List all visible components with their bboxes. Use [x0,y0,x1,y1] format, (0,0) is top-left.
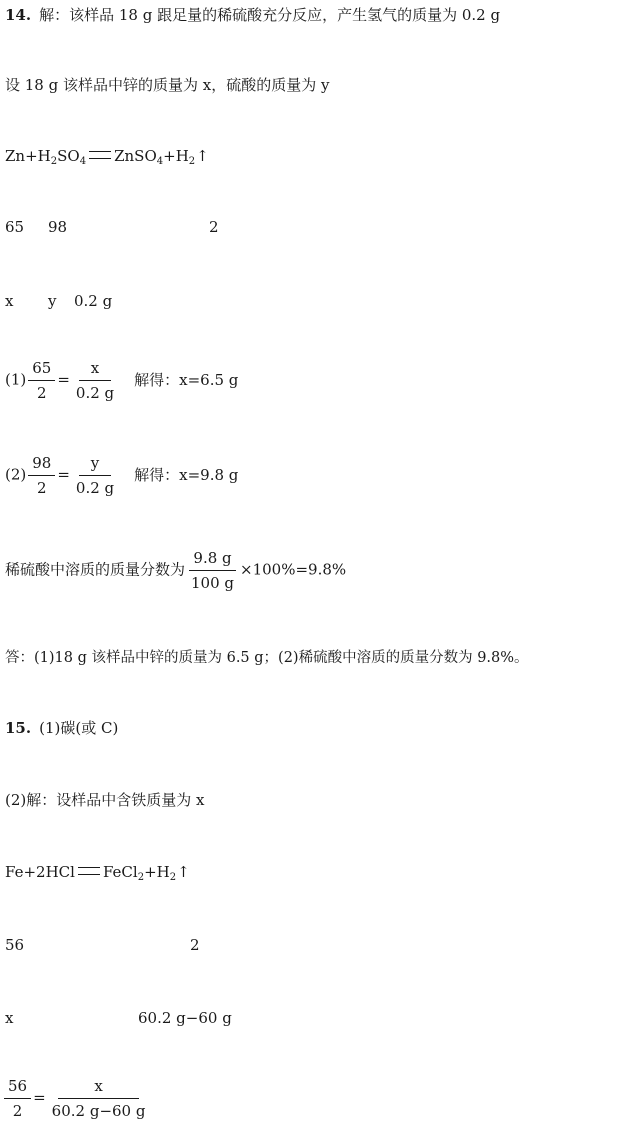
q15-part2: (2)解：设样品中含铁质量为 x [5,791,205,809]
denominator: 2 [12,1102,23,1120]
reactant: H [37,147,51,165]
numerator: x [79,358,111,381]
proportion-label: (2) [5,465,27,484]
plus-sign: + [163,147,176,165]
equals-sign: = [33,1088,46,1107]
fraction [72,453,118,498]
equals-sign-icon [78,867,100,875]
subscript: 2 [137,872,145,883]
fraction [72,358,118,403]
reactant: Zn [5,147,26,165]
mass-value: 56 [5,936,25,954]
product: FeCl [102,863,138,881]
numerator: 56 [4,1076,31,1099]
mass-fraction-suffix: ×100%=9.8% [240,560,347,579]
plus-sign: + [25,147,38,165]
equals-sign-icon [89,151,111,159]
denominator: 0.2 g [75,479,115,497]
q15-part1: (1)碳(或 C) [39,719,119,737]
denominator: 2 [37,384,47,402]
q14-intro-line [5,5,500,25]
unknown-value: y [48,292,57,310]
mass-value: 2 [209,218,219,236]
reactant-part: SO [57,147,80,165]
fraction [187,548,238,593]
numerator: y [79,453,111,476]
denominator: 0.2 g [75,384,115,402]
denominator: 100 g [191,574,235,592]
proportion-1 [5,358,238,403]
plus-sign: + [144,863,157,881]
subscript: 4 [79,156,87,167]
product: H [175,147,189,165]
q14-intro: 解：该样品 18 g 跟足量的稀硫酸充分反应，产生氢气的质量为 0.2 g [39,6,501,24]
unknown-value: 0.2 g [74,292,113,310]
numerator: 9.8 g [189,548,235,571]
subscript: 2 [188,156,196,167]
unknown-value: 60.2 g−60 g [138,1009,232,1027]
denominator: 60.2 g−60 g [51,1102,146,1120]
q14-answer: 答：(1)18 g 该样品中锌的质量为 6.5 g；(2)稀硫酸中溶质的质量分数为 9.8%。 [5,650,529,666]
mass-fraction-prefix: 稀硫酸中溶质的质量分数为 [5,560,186,579]
q15-part1-line [5,718,118,738]
q15-equation [5,862,190,888]
reactant: Fe [5,863,24,881]
unknown-value: x [5,1009,14,1027]
q15-proportion [2,1076,151,1121]
subscript: 4 [156,156,164,167]
equals-sign: = [57,465,70,484]
gas-arrow-icon: ↑ [177,863,190,881]
fraction [4,1076,31,1121]
mass-value: 98 [48,218,68,236]
product: ZnSO [114,147,157,165]
mass-value: 2 [190,936,200,954]
product: H [156,863,170,881]
numerator: x [58,1076,138,1099]
equals-sign: = [57,370,70,389]
q14-assume: 设 18 g 该样品中锌的质量为 x，硫酸的质量为 y [5,76,330,94]
numerator: 65 [28,358,55,381]
denominator: 2 [37,479,47,497]
fraction [48,1076,150,1121]
plus-sign: + [23,863,37,881]
mass-value: 65 [5,218,25,236]
proportion-label: (1) [5,370,27,389]
proportion-2 [5,453,238,498]
subscript: 2 [169,872,177,883]
q14-equation [5,146,209,172]
mass-fraction-line [5,548,346,593]
unknown-value: x [5,292,14,310]
question-number: 15. [5,719,32,737]
numerator: 98 [28,453,55,476]
solve-result: 解得：x=6.5 g [134,370,239,389]
reactant: 2HCl [36,863,75,881]
solve-result: 解得：x=9.8 g [134,465,239,484]
gas-arrow-icon: ↑ [196,147,209,165]
fraction [28,453,55,498]
fraction [28,358,55,403]
question-number: 14. [5,6,32,24]
subscript: 2 [50,156,58,167]
